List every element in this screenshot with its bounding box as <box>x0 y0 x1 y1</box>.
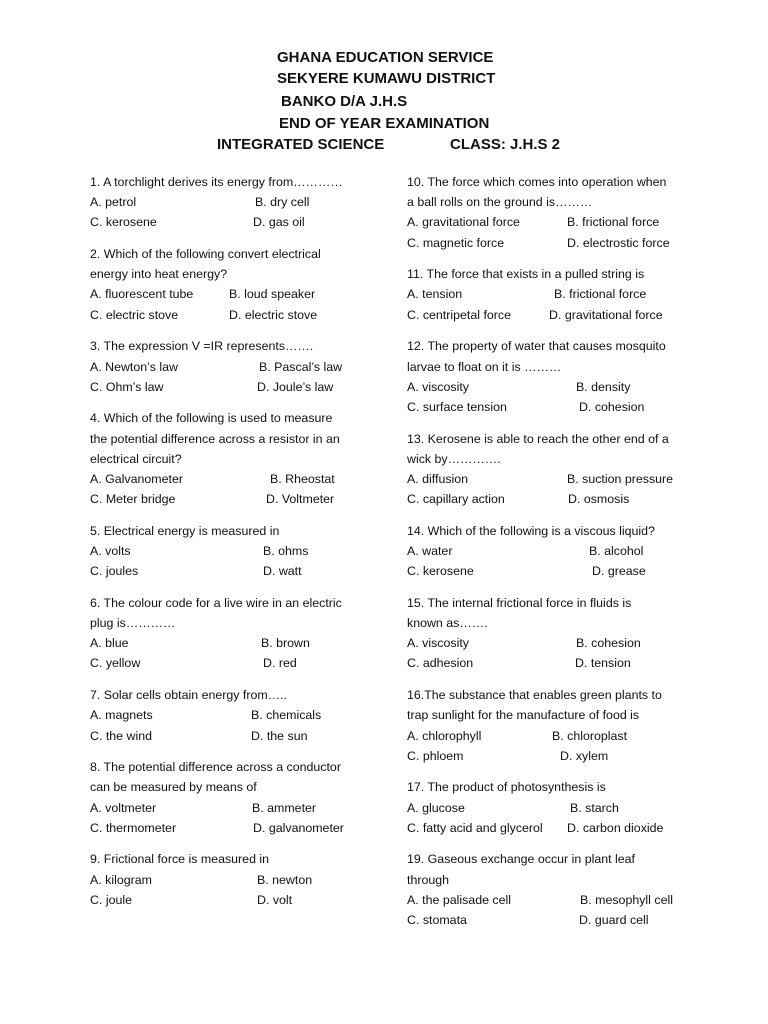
question-block <box>407 172 707 253</box>
options-row <box>407 233 707 253</box>
options-row <box>407 305 707 325</box>
answer-option: B. Pascal’s law <box>259 359 343 374</box>
question-block <box>90 849 380 910</box>
options-row <box>407 798 707 818</box>
question-block <box>407 264 707 325</box>
question-text-continued: wick by…………. <box>407 451 501 466</box>
question-block <box>407 521 707 582</box>
answer-option: C. phloem <box>407 748 464 763</box>
options-row <box>407 469 707 489</box>
options-row <box>407 653 707 673</box>
answer-option: B. mesophyll cell <box>580 892 673 907</box>
header-line-1: GHANA EDUCATION SERVICE <box>277 49 494 66</box>
options-row <box>407 489 707 509</box>
answer-option: C. centripetal force <box>407 307 511 322</box>
answer-option: A. magnets <box>90 708 153 723</box>
options-row <box>407 818 707 838</box>
subject-label: INTEGRATED SCIENCE <box>217 136 385 153</box>
answer-option: A. viscosity <box>407 379 469 394</box>
options-row <box>90 284 380 304</box>
answer-option: A. chlorophyll <box>407 728 482 743</box>
answer-option: C. kerosene <box>407 564 474 579</box>
answer-option: C. thermometer <box>90 820 177 835</box>
header-line-2: SEKYERE KUMAWU DISTRICT <box>277 70 496 87</box>
question-text: 5. Electrical energy is measured in <box>90 523 280 538</box>
answer-option: B. density <box>576 379 631 394</box>
answer-option: B. Rheostat <box>270 471 335 486</box>
answer-option: D. cohesion <box>579 399 645 414</box>
options-row <box>407 561 707 581</box>
answer-option: D. grease <box>592 564 646 579</box>
answer-option: D. volt <box>257 892 293 907</box>
answer-option: B. frictional force <box>554 287 647 302</box>
options-row <box>407 212 707 232</box>
answer-option: A. Galvanometer <box>90 471 183 486</box>
question-block <box>407 593 707 674</box>
question-text: 12. The property of water that causes mosquito <box>407 339 666 354</box>
question-text-continued: energy into heat energy? <box>90 267 228 282</box>
options-row <box>90 305 380 325</box>
options-row <box>407 746 707 766</box>
answer-option: D. gravitational force <box>549 307 663 322</box>
options-row <box>407 397 707 417</box>
answer-option: A. gravitational force <box>407 215 520 230</box>
question-text: 9. Frictional force is measured in <box>90 852 270 867</box>
question-text: 2. Which of the following convert electrical <box>90 247 321 262</box>
question-text-continued: electrical circuit? <box>90 451 182 466</box>
right-question-column <box>407 172 707 942</box>
answer-option: C. magnetic force <box>407 235 505 250</box>
answer-option: C. Ohm’s law <box>90 379 164 394</box>
answer-option: B. alcohol <box>589 544 644 558</box>
question-text: 16.The substance that enables green plants to <box>407 688 662 703</box>
question-text: 19. Gaseous exchange occur in plant leaf <box>407 852 635 867</box>
answer-option: B. chemicals <box>251 708 322 723</box>
question-block <box>90 244 380 325</box>
question-text: 10. The force which comes into operation when <box>407 175 667 189</box>
question-block <box>407 685 707 766</box>
options-row <box>407 284 707 304</box>
answer-option: B. loud speaker <box>229 287 316 302</box>
answer-option: B. starch <box>570 800 619 815</box>
answer-option: D. tension <box>575 656 631 671</box>
answer-option: A. volts <box>90 544 131 558</box>
options-row <box>90 489 380 509</box>
question-block <box>407 777 707 838</box>
options-row <box>90 705 380 725</box>
question-text: 1. A torchlight derives its energy from………… <box>90 175 343 189</box>
answer-option: C. surface tension <box>407 399 507 414</box>
question-block <box>90 685 380 746</box>
options-row <box>90 798 380 818</box>
answer-option: D. Voltmeter <box>266 492 335 507</box>
answer-option: C. capillary action <box>407 492 505 507</box>
answer-option: A. viscosity <box>407 636 469 651</box>
answer-option: C. Meter bridge <box>90 492 176 507</box>
answer-option: A. the palisade cell <box>407 892 512 907</box>
question-text: 4. Which of the following is used to measure <box>90 411 333 426</box>
question-block <box>90 593 380 674</box>
question-text: 13. Kerosene is able to reach the other end of a <box>407 431 669 446</box>
answer-option: D. the sun <box>251 728 308 743</box>
answer-option: A. blue <box>90 636 129 651</box>
answer-option: B. ohms <box>263 544 309 558</box>
answer-option: A. diffusion <box>407 471 469 486</box>
answer-option: A. petrol <box>90 195 137 210</box>
question-text-continued: plug is………… <box>90 616 176 631</box>
answer-option: D. electric stove <box>229 307 318 322</box>
answer-option: B. dry cell <box>255 195 310 210</box>
left-question-column <box>90 172 380 922</box>
options-row <box>407 377 707 397</box>
answer-option: B. ammeter <box>252 800 317 815</box>
question-text: 7. Solar cells obtain energy from….. <box>90 688 287 703</box>
question-block <box>407 336 707 417</box>
question-block <box>90 521 380 582</box>
answer-option: C. yellow <box>90 656 141 671</box>
answer-option: B. suction pressure <box>567 471 674 486</box>
question-text: 3. The expression V =IR represents……. <box>90 339 314 354</box>
question-text: 14. Which of the following is a viscous liquid? <box>407 523 655 538</box>
answer-option: D. Joule’s law <box>257 379 334 394</box>
options-row <box>90 357 380 377</box>
answer-option: B. frictional force <box>567 215 660 230</box>
question-text: 8. The potential difference across a conductor <box>90 760 341 775</box>
answer-option: B. brown <box>261 636 310 651</box>
answer-option: D. watt <box>263 564 302 579</box>
question-text-continued: a ball rolls on the ground is……… <box>407 195 593 210</box>
question-block <box>90 172 380 233</box>
options-row <box>90 541 380 561</box>
answer-option: B. cohesion <box>576 636 641 651</box>
answer-option: C. stomata <box>407 913 467 927</box>
options-row <box>90 890 380 910</box>
answer-option: C. adhesion <box>407 656 474 671</box>
options-row <box>90 870 380 890</box>
options-row <box>90 377 380 397</box>
question-text: 17. The product of photosynthesis is <box>407 780 606 795</box>
question-block <box>407 849 707 930</box>
options-row <box>407 726 707 746</box>
options-row <box>90 726 380 746</box>
answer-option: A. fluorescent tube <box>90 287 194 302</box>
question-block <box>90 408 380 509</box>
options-row <box>90 192 380 212</box>
options-row <box>407 890 707 910</box>
question-text: 15. The internal frictional force in fluids is <box>407 595 632 610</box>
answer-option: C. fatty acid and glycerol <box>407 820 543 835</box>
answer-option: D. electrostic force <box>567 235 670 250</box>
answer-option: A. Newton’s law <box>90 359 178 374</box>
question-text-continued: trap sunlight for the manufacture of food is <box>407 708 640 723</box>
answer-option: D. galvanometer <box>253 820 344 835</box>
answer-option: A. kilogram <box>90 872 152 887</box>
options-row <box>90 633 380 653</box>
options-row <box>90 653 380 673</box>
answer-option: C. joules <box>90 564 139 579</box>
options-row <box>90 818 380 838</box>
options-row <box>90 561 380 581</box>
answer-option: D. guard cell <box>579 913 649 927</box>
answer-option: D. red <box>263 656 297 671</box>
question-text-continued: larvae to float on it is ……… <box>407 359 562 374</box>
answer-option: C. electric stove <box>90 307 179 322</box>
answer-option: B. chloroplast <box>552 728 628 743</box>
header-line-3: BANKO D/A J.H.S <box>281 93 408 110</box>
answer-option: C. joule <box>90 892 133 907</box>
answer-option: A. glucose <box>407 800 465 815</box>
options-row <box>90 212 380 232</box>
class-label: CLASS: J.H.S 2 <box>450 136 561 153</box>
answer-option: D. xylem <box>560 748 609 763</box>
question-block <box>90 336 380 397</box>
answer-option: D. osmosis <box>568 492 630 507</box>
question-text: 11. The force that exists in a pulled string is <box>407 267 645 282</box>
options-row <box>407 541 707 561</box>
answer-option: D. gas oil <box>253 215 305 230</box>
question-text-continued: through <box>407 872 450 887</box>
answer-option: B. newton <box>257 872 313 887</box>
question-text-continued: the potential difference across a resistor in an <box>90 431 340 446</box>
answer-option: C. kerosene <box>90 215 157 230</box>
answer-option: A. tension <box>407 287 463 302</box>
question-block <box>90 757 380 838</box>
options-row <box>90 469 380 489</box>
question-text-continued: can be measured by means of <box>90 780 257 795</box>
answer-option: A. water <box>407 544 453 558</box>
question-text: 6. The colour code for a live wire in an electric <box>90 595 342 610</box>
answer-option: D. carbon dioxide <box>567 820 664 835</box>
options-row <box>407 633 707 653</box>
answer-option: A. voltmeter <box>90 800 157 815</box>
answer-option: C. the wind <box>90 728 152 743</box>
question-block <box>407 429 707 510</box>
header-line-4: END OF YEAR EXAMINATION <box>279 115 490 132</box>
options-row <box>407 910 707 930</box>
question-text-continued: known as……. <box>407 616 488 631</box>
